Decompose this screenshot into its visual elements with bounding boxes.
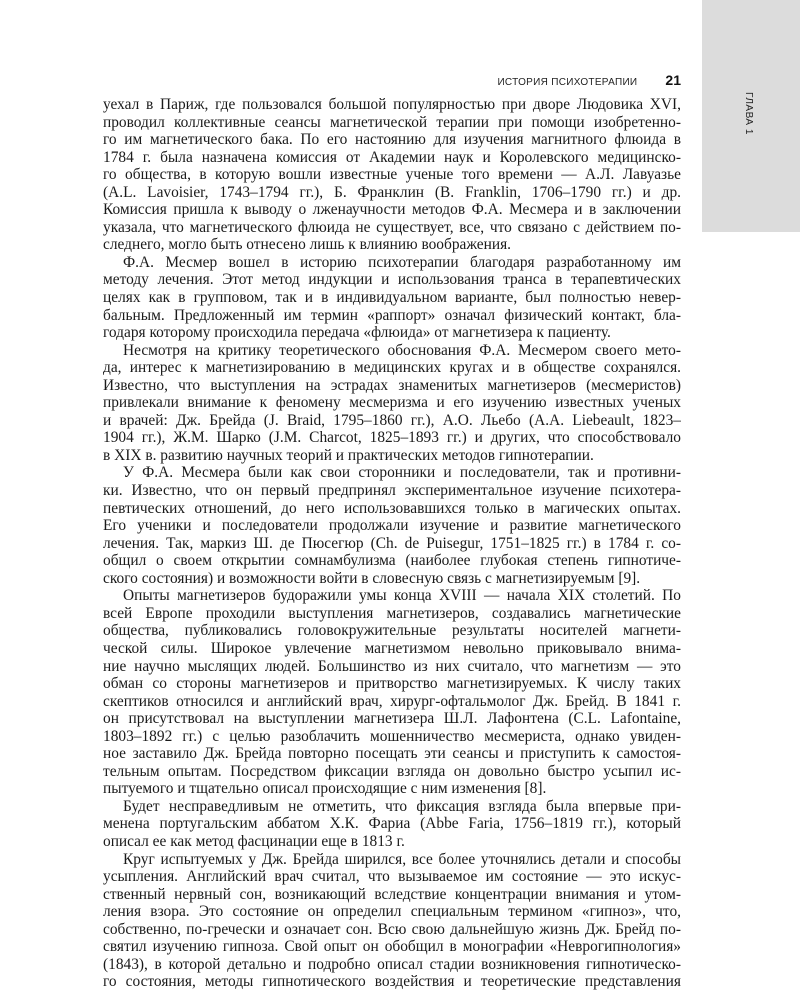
paragraph-start-line: Будет несправедливым не отметить, что фиксация взгляда была впервые при-	[123, 797, 681, 815]
text-line: певтических отношений, до него использовавшихся только в магических опытах.	[103, 499, 681, 517]
text-line: проводил коллективные сеансы магнетической терапии при помощи изобретенно-	[103, 113, 681, 131]
text-line: ческой силы. Широкое увлечение магнетизмом невольно приковывало внима-	[103, 639, 681, 657]
text-line: ления взора. Это состояние он определил специальным термином «гипноз», что,	[103, 903, 681, 921]
paragraph-start-line: Круг испытуемых у Дж. Брейда ширился, все более уточнялись детали и способы	[123, 850, 681, 868]
text-line: 1784 г. была назначена комиссия от Академии наук и Королевского медицинско-	[103, 148, 681, 166]
text-line: менена португальским аббатом Х.К. Фариа (Abbe Faria, 1756–1819 гг.), который	[103, 815, 681, 833]
text-line: да, интерес к магнетизированию в медицинских кругах и в обществе сохранялся.	[103, 359, 681, 377]
text-line: ние научно мыслящих людей. Большинство из них считало, что магнетизм — это	[103, 657, 681, 675]
text-line: собственно, по-гречески и означает сон. Всю свою дальнейшую жизнь Дж. Брейд по-	[103, 920, 681, 938]
text-line: общил о своем открытии сомнамбулизма (наиболее глубокая степень гипнотиче-	[103, 552, 681, 570]
text-line: бальным. Предложенный им термин «раппорт» означал физический контакт, бла-	[103, 306, 681, 324]
text-line: усыпления. Английский врач считал, что вызываемое им состояние — это искус-	[103, 868, 681, 886]
text-line: (A.L. Lavoisier, 1743–1794 гг.), Б. Франклин (B. Franklin, 1706–1790 гг.) и др.	[103, 183, 681, 201]
body-text	[103, 96, 681, 991]
chapter-label: ГЛАВА 1	[743, 92, 754, 135]
text-line: годаря которому происходила передача «флюида» от магнетизера к пациенту.	[103, 324, 611, 342]
text-line: целях как в групповом, так и в индивидуальном варианте, был полностью невер-	[103, 289, 681, 307]
text-line: всей Европе проходили выступления магнетизеров, создавались магнетические	[103, 604, 681, 622]
text-line: го общества, в которую вошли известные ученые того времени — А.Л. Лавуазье	[103, 166, 681, 184]
running-header	[103, 72, 681, 92]
paragraph-start-line: Ф.А. Месмер вошел в историю психотерапии благодаря разработанному им	[123, 253, 681, 271]
text-line: и врачей: Дж. Брейда (J. Braid, 1795–1860 гг.), А.О. Льебо (A.A. Liebeault, 1823–	[103, 411, 681, 429]
text-line: в XIX в. развитию научных теорий и практических методов гипнотерапии.	[103, 446, 594, 464]
text-line: описал ее как метод фасцинации еще в 1813 г.	[103, 832, 405, 850]
text-line: Его ученики и последователи продолжали изучение и развитие магнетического	[103, 517, 681, 535]
paragraph-start-line: Опыты магнетизеров будоражили умы конца XVIII — начала XIX столетий. По	[123, 587, 681, 605]
text-line: святил изучению гипноза. Свой опыт он обобщил в монографии «Неврогипнология»	[103, 938, 681, 956]
text-line: тельным опытам. Посредством фиксации взгляда он довольно быстро усыпил ис-	[103, 762, 681, 780]
text-line: указала, что магнетического флюида не существует, все, что связано с действием по-	[103, 218, 681, 236]
text-line: методу лечения. Этот метод индукции и использования транса в терапевтических	[103, 271, 681, 289]
text-line: го им магнетического бака. По его настоянию для изучения магнитного флюида в	[103, 131, 681, 149]
text-line: пытуемого и тщательно описал происходящие с ним изменения [8].	[103, 780, 547, 798]
text-line: (1843), в которой детально и подробно описал стадии возникновения гипнотическо-	[103, 955, 681, 973]
text-line: ки. Известно, что он первый предпринял экспериментальное изучение психотера-	[103, 482, 681, 500]
text-line: ное заставило Дж. Брейда повторно посещать эти сеансы и приступить к самостоя-	[103, 745, 681, 763]
text-line: уехал в Париж, где пользовался большой популярностью при дворе Людовика XVI,	[103, 96, 681, 113]
text-line: Известно, что выступления на эстрадах знаменитых магнетизеров (месмеристов)	[103, 376, 681, 394]
text-line: лечения. Так, маркиз Ш. де Пюсегюр (Ch. de Puisegur, 1751–1825 гг.) в 1784 г. со-	[103, 534, 681, 552]
text-line: привлекали внимание к феномену месмеризма и его изучению известных ученых	[103, 394, 681, 412]
text-line: скептиков относился и английский врач, хирург-офтальмолог Дж. Брейд. В 1841 г.	[103, 692, 681, 710]
page-number: 21	[665, 72, 681, 88]
paragraph-start-line: У Ф.А. Месмера были как свои сторонники и последователи, так и противни-	[123, 464, 681, 482]
text-line: ственный нервный сон, возникающий вследствие концентрации внимания и утом-	[103, 885, 681, 903]
running-title: ИСТОРИЯ ПСИХОТЕРАПИИ	[497, 77, 638, 88]
text-line: ского состояния) и возможности войти в словесную связь с магнетизируемым [9].	[103, 569, 641, 587]
text-line: 1803–1892 гг.) с целью разоблачить мошенничество месмериста, однако увиден-	[103, 727, 681, 745]
text-line: обман со стороны магнетизеров и притворство магнетизируемых. К числу таких	[103, 675, 681, 693]
text-line: следнего, могло быть отнесено лишь к влиянию воображения.	[103, 236, 512, 254]
text-line: общества, публиковались головокружительные результаты носителей магнети-	[103, 622, 681, 640]
text-line: го состояния, методы гипнотического воздействия и теоретические представления	[103, 973, 681, 991]
text-line: 1904 гг.), Ж.М. Шарко (J.M. Charcot, 1825–1893 гг.) и других, что способствовало	[103, 429, 681, 447]
text-line: Комиссия пришла к выводу о лженаучности методов Ф.А. Месмера и в заключении	[103, 201, 681, 219]
text-line: он присутствовал на выступлении магнетизера Ш.Л. Лафонтена (C.L. Lafontaine,	[103, 710, 681, 728]
paragraph-start-line: Несмотря на критику теоретического обоснования Ф.А. Месмером своего мето-	[123, 341, 681, 359]
